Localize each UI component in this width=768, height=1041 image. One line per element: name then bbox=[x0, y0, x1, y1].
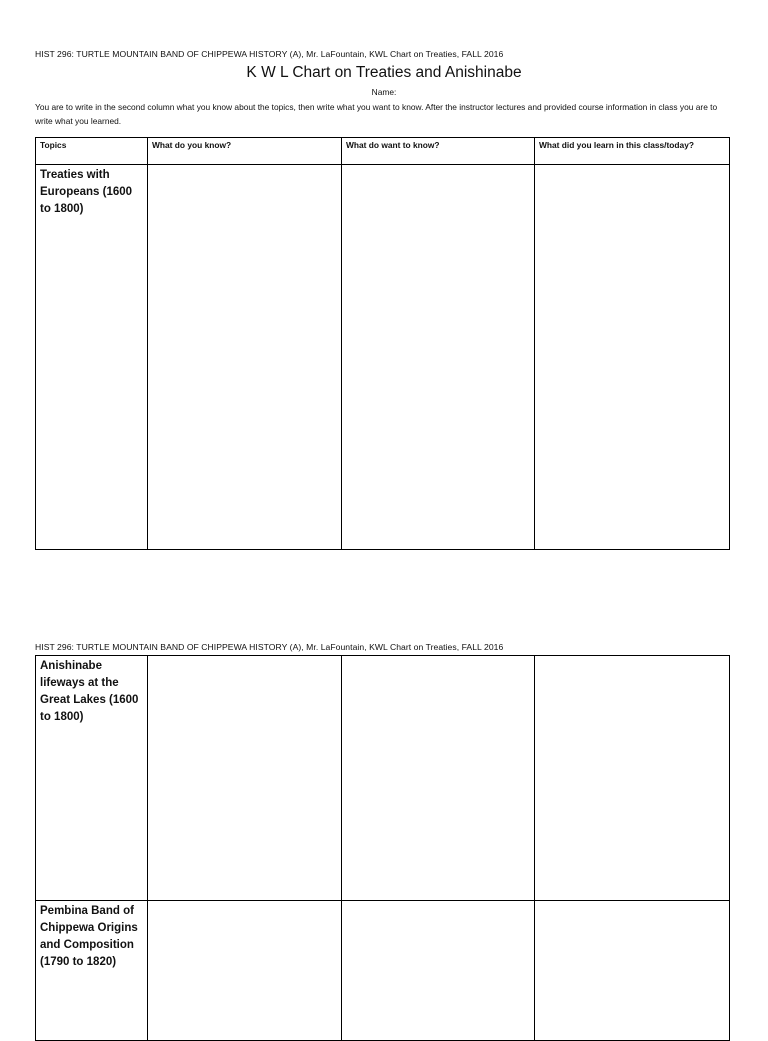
kwl-table-page-2 bbox=[35, 655, 730, 1041]
learned-cell[interactable] bbox=[535, 901, 730, 1041]
table-row bbox=[36, 901, 730, 1041]
know-cell[interactable] bbox=[148, 901, 342, 1041]
learned-cell[interactable] bbox=[535, 656, 730, 901]
column-header-topics: Topics bbox=[36, 138, 148, 165]
instructions-text: You are to write in the second column what you know about the topics, then write what you want to know. After the instructor lectures and provided course information in class you are to write what you learned. bbox=[35, 102, 718, 126]
want-cell[interactable] bbox=[342, 656, 535, 901]
know-cell[interactable] bbox=[148, 656, 342, 901]
name-label: Name: bbox=[371, 87, 397, 97]
document-header: HIST 296: TURTLE MOUNTAIN BAND OF CHIPPEWA HISTORY (A), Mr. LaFountain, KWL Chart on Treaties, FALL 2016 bbox=[35, 642, 504, 652]
topic-cell: Treaties with Europeans (1600 to 1800) bbox=[36, 165, 148, 550]
learned-cell[interactable] bbox=[535, 165, 730, 550]
column-header-know: What do you know? bbox=[148, 138, 342, 165]
document-header: HIST 296: TURTLE MOUNTAIN BAND OF CHIPPEWA HISTORY (A), Mr. LaFountain, KWL Chart on Treaties, FALL 2016 bbox=[35, 49, 504, 59]
topic-cell: Pembina Band of Chippewa Origins and Composition (1790 to 1820) bbox=[36, 901, 148, 1041]
know-cell[interactable] bbox=[148, 165, 342, 550]
column-header-want: What do want to know? bbox=[342, 138, 535, 165]
table-header-row bbox=[36, 138, 730, 165]
table-row bbox=[36, 165, 730, 550]
topic-cell: Anishinabe lifeways at the Great Lakes (1600 to 1800) bbox=[36, 656, 148, 901]
column-header-learned: What did you learn in this class/today? bbox=[535, 138, 730, 165]
page-title: K W L Chart on Treaties and Anishinabe bbox=[246, 64, 522, 81]
want-cell[interactable] bbox=[342, 165, 535, 550]
table-row bbox=[36, 656, 730, 901]
kwl-table-page-1 bbox=[35, 137, 730, 550]
want-cell[interactable] bbox=[342, 901, 535, 1041]
